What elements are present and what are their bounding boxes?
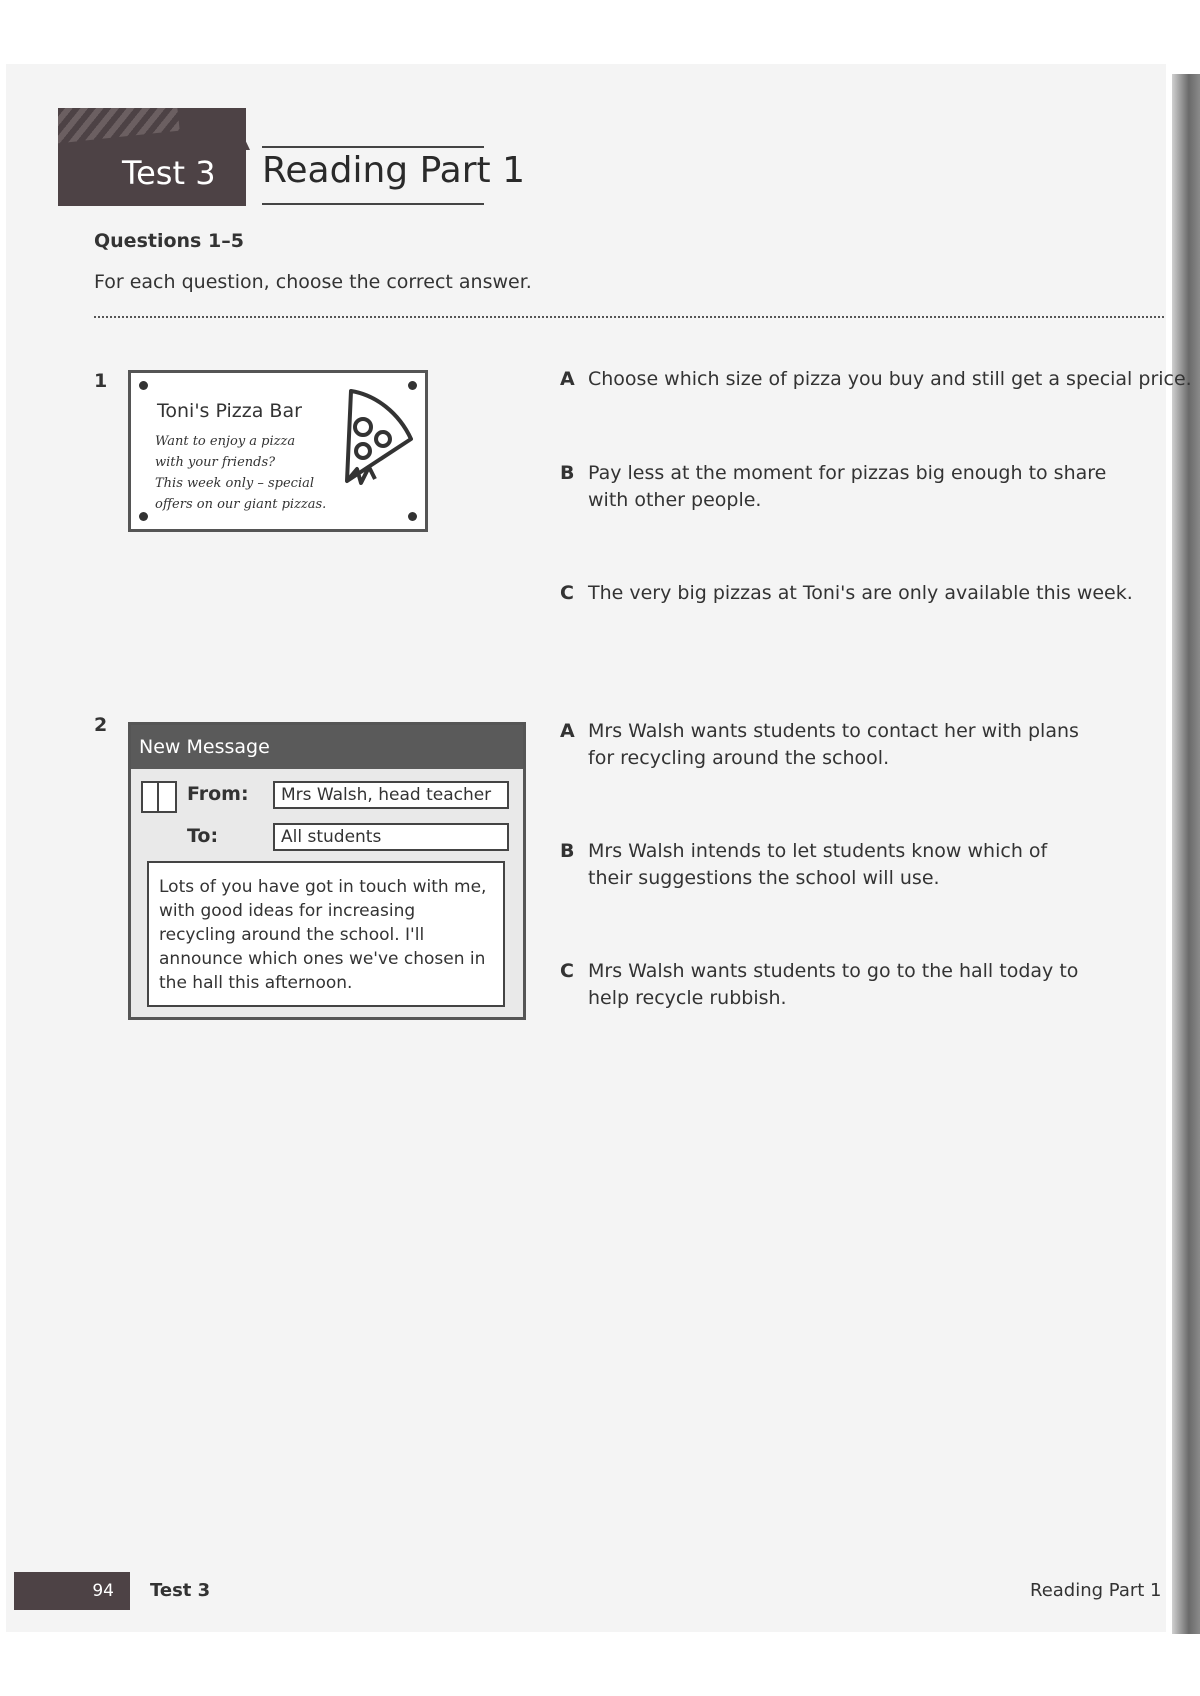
pin-icon [408,512,417,521]
questions-heading: Questions 1–5 [94,230,244,252]
to-label: To: [187,825,219,847]
footer-test-label: Test 3 [150,1580,211,1601]
instruction: For each question, choose the correct answer. [94,271,532,293]
from-label: From: [187,783,249,805]
pin-icon [139,381,148,390]
message-body: Lots of you have got in touch with me, with good ideas for increasing recycling around the school. I'll announce which ones we've chosen in the hall this afternoon. [147,861,505,1007]
page-number: 94 [92,1581,114,1601]
notice-line: with your friends? [155,455,276,470]
book-spine-shadow [1172,74,1200,1634]
to-field: All students [273,823,509,851]
test-label: Test 3 [122,154,216,192]
title-rule-bottom [262,203,484,205]
book-icon [141,781,177,813]
question-number-1: 1 [94,370,108,392]
section-title: Reading Part 1 [262,150,525,191]
pin-icon [139,512,148,521]
message-window [128,722,526,1020]
notice-title: Toni's Pizza Bar [157,400,302,422]
pizza-notice [128,370,428,532]
dotted-divider [94,316,1164,318]
page-number-tab [14,1572,130,1610]
question-number-2: 2 [94,714,108,736]
notice-line: offers on our giant pizzas. [155,497,327,512]
test-tab-corner [230,108,250,150]
footer-section-label: Reading Part 1 [1030,1580,1162,1601]
notice-line: Want to enjoy a pizza [155,434,296,449]
notice-body [155,431,345,515]
notice-line: This week only – special [155,476,315,491]
from-field: Mrs Walsh, head teacher [273,781,509,809]
message-title-bar: New Message [131,725,523,769]
title-rule-top [262,146,484,148]
pizza-slice-icon [321,383,417,493]
